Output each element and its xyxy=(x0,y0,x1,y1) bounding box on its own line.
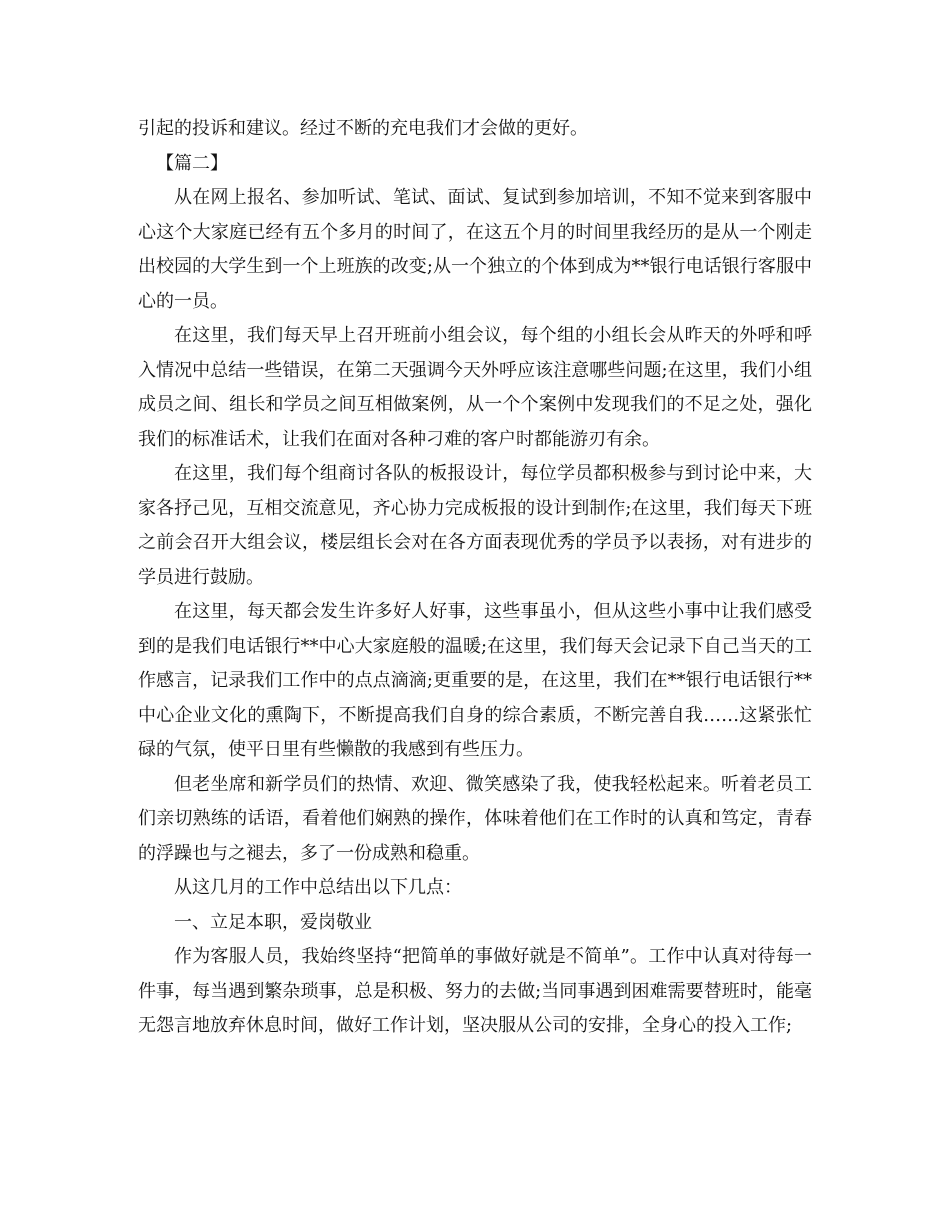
paragraph: 作为客服人员，我始终坚持“把简单的事做好就是不简单”。工作中认真对待每一件事，每当遇到繁杂琐事，总是积极、努力的去做;当同事遇到困难需要替班时，能毫无怨言地放弃休息时间，做好工作计划，坚决服从公司的安排，全身心的投入工作; xyxy=(138,946,812,1036)
document-page xyxy=(138,112,812,1044)
paragraph: 在这里，我们每天早上召开班前小组会议，每个组的小组长会从昨天的外呼和呼入情况中总结一些错误，在第二天强调今天外呼应该注意哪些问题;在这里，我们小组成员之间、组长和学员之间互相做案例，从一个个案例中发现我们的不足之处，强化我们的标准话术，让我们在面对各种刁难的客户时都能游刃有余。 xyxy=(138,325,812,450)
subheading: 一、立足本职，爱岗敬业 xyxy=(174,911,372,933)
paragraph: 在这里，每天都会发生许多好人好事，这些事虽小，但从这些小事中让我们感受到的是我们电话银行**中心大家庭般的温暖;在这里，我们每天会记录下自己当天的工作感言，记录我们工作中的点点滴滴;更重要的是，在这里，我们在**银行电话银行**中心企业文化的熏陶下，不断提高我们自身的综合素质，不断完善自我……这紧张忙碌的气氛，使平日里有些懒散的我感到有些压力。 xyxy=(138,601,812,760)
summary-intro: 从这几月的工作中总结出以下几点： xyxy=(174,877,462,898)
paragraph: 在这里，我们每个组商讨各队的板报设计，每位学员都积极参与到讨论中来，大家各抒己见，互相交流意见，齐心协力完成板报的设计到制作;在这里，我们每天下班之前会召开大组会议，楼层组长会对在各方面表现优秀的学员予以表扬，对有进步的学员进行鼓励。 xyxy=(138,463,812,588)
paragraph: 从在网上报名、参加听试、笔试、面试、复试到参加培训，不知不觉来到客服中心这个大家庭已经有五个多月的时间了，在这五个月的时间里我经历的是从一个刚走出校园的大学生到一个上班族的改变;从一个独立的个体到成为**银行电话银行客服中心的一员。 xyxy=(138,187,812,312)
paragraph-continuation: 引起的投诉和建议。经过不断的充电我们才会做的更好。 xyxy=(138,118,588,139)
section-heading: 【篇二】 xyxy=(156,152,228,174)
paragraph: 但老坐席和新学员们的热情、欢迎、微笑感染了我，使我轻松起来。听着老员工们亲切熟练的话语，看着他们娴熟的操作，体味着他们在工作时的认真和笃定，青春的浮躁也与之褪去，多了一份成熟和稳重。 xyxy=(138,773,812,864)
